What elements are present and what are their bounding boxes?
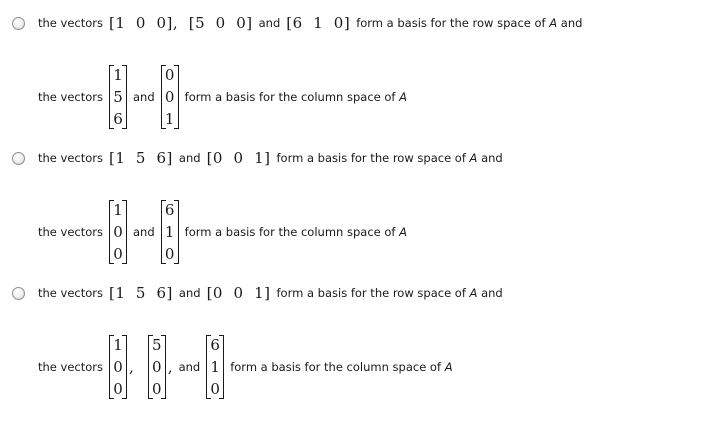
- row-vector: [0 0 1]: [206, 149, 271, 167]
- vector-entry: 0: [152, 380, 162, 398]
- statement-text: the vectors: [38, 360, 103, 374]
- vector-entry: 1: [210, 358, 220, 376]
- vector-entry: 1: [113, 66, 123, 84]
- matrix-variable: A: [469, 286, 478, 300]
- comma-separator: ,: [129, 358, 134, 376]
- statement-text: the vectors: [38, 286, 103, 300]
- statement-text: and: [133, 225, 155, 239]
- vector-entry: 0: [164, 245, 175, 263]
- statement-text: form a basis for the column space of: [184, 90, 396, 104]
- vector-entry: 0: [113, 245, 123, 263]
- statement-text: and: [560, 16, 583, 30]
- vector-entry: 0: [113, 380, 123, 398]
- column-vector: [148, 334, 166, 400]
- radio-button-option-3[interactable]: [12, 287, 25, 300]
- vector-entry: 0: [113, 358, 123, 376]
- statement-text: and: [133, 90, 155, 104]
- vector-entry: 5: [152, 336, 162, 354]
- vector-entry: 0: [164, 66, 175, 84]
- matrix-variable: A: [399, 90, 407, 104]
- statement-text: form a basis for the row space of: [276, 286, 466, 300]
- matrix-variable: A: [469, 151, 478, 165]
- statement-text: and: [258, 16, 281, 30]
- statement-text: and: [178, 151, 201, 165]
- statement-text: and: [481, 151, 503, 165]
- column-vector: [161, 199, 179, 265]
- statement-text: form a basis for the row space of: [356, 16, 546, 30]
- statement-text: form a basis for the column space of: [230, 360, 442, 374]
- column-space-statement: [38, 332, 453, 402]
- row-vector: [1 5 6]: [109, 284, 173, 302]
- statement-text: the vectors: [38, 90, 103, 104]
- row-vector: [6 1 0]: [286, 14, 351, 32]
- statement-text: form a basis for the row space of: [276, 151, 466, 165]
- statement-text: the vectors: [38, 151, 103, 165]
- row-vector: [1 5 6]: [109, 149, 173, 167]
- column-space-statement: [38, 197, 407, 267]
- row-space-statement: [38, 13, 582, 33]
- statement-text: the vectors: [38, 16, 103, 30]
- statement-text: the vectors: [38, 225, 103, 239]
- statement-text: form a basis for the column space of: [184, 225, 396, 239]
- vector-entry: 1: [164, 110, 175, 128]
- vector-entry: 0: [152, 358, 162, 376]
- row-vectors: [1 0 0], [5 0 0]: [109, 14, 253, 32]
- column-vector: [109, 334, 127, 400]
- matrix-variable: A: [399, 225, 407, 239]
- vector-entry: 6: [210, 336, 220, 354]
- column-vector: [161, 64, 179, 130]
- radio-button-option-1[interactable]: [12, 17, 25, 30]
- row-space-statement: [38, 148, 503, 168]
- column-space-statement: [38, 62, 407, 132]
- vector-entry: 0: [164, 88, 175, 106]
- vector-entry: 6: [113, 110, 123, 128]
- comma-separator: ,: [167, 358, 173, 376]
- vector-entry: 1: [164, 223, 175, 241]
- vector-entry: 0: [210, 380, 220, 398]
- vector-entry: 1: [113, 201, 123, 219]
- vector-entry: 0: [113, 223, 123, 241]
- statement-text: and: [178, 360, 201, 374]
- column-vector: [109, 199, 127, 265]
- radio-button-option-2[interactable]: [12, 152, 25, 165]
- matrix-variable: A: [444, 360, 453, 374]
- column-vector: [109, 64, 127, 130]
- column-vector: [206, 334, 224, 400]
- matrix-variable: A: [549, 16, 558, 30]
- vector-entry: 1: [113, 336, 123, 354]
- statement-text: and: [481, 286, 503, 300]
- row-space-statement: [38, 283, 503, 303]
- vector-entry: 6: [164, 201, 175, 219]
- statement-text: and: [178, 286, 201, 300]
- vector-entry: 5: [113, 88, 123, 106]
- row-vector: [0 0 1]: [206, 284, 271, 302]
